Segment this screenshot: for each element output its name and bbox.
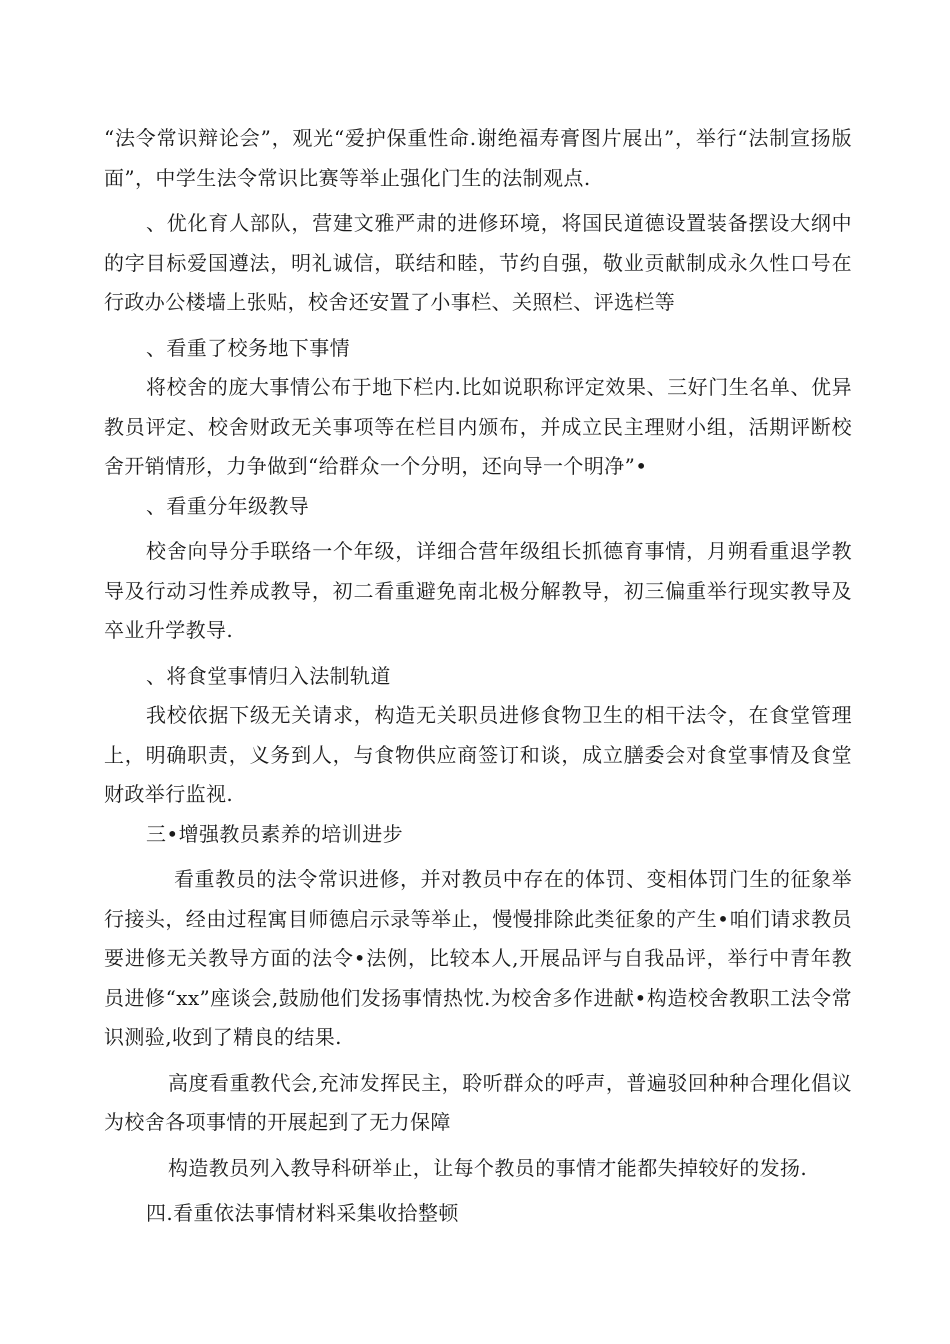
paragraph-optimize-team: 、优化育人部队，营建文雅严肃的进修环境，将国民道德设置装备摆设大纲中的字目标爱国遵法，明礼诚信，联结和睦，节约自强，敬业贡献制成永久性口号在行政办公楼墙上张贴，校舍还安置了小事栏、关照栏、评选栏等 [104,211,852,314]
heading-grade-education: 、看重分年级教导 [146,493,310,518]
paragraph-teacher-training: 看重教员的法令常识进修，并对教员中存在的体罚、变相体罚门生的征象举行接头，经由过程寓目师德启示录等举止，慢慢排除此类征象的产生•咱们请求教员要进修无关教导方面的法令•法例，比较本人,开展品评与自我品评，举行中青年教员进修“xx”座谈会,鼓励他们发扬事情热忱.为校舍多作进献•构造校舍教职工法令常识测验,收到了精良的结果. [104,867,852,1049]
paragraph-school-affairs: 将校舍的庞大事情公布于地下栏内.比如说职称评定效果、三好门生名单、优异教员评定、校舍财政无关事项等在栏目内颁布，并成立民主理财小组，活期评断校舍开销情形，力争做到“给群众一个分明，还向导一个明净”• [104,375,852,478]
paragraph-staff-congress: 高度看重教代会,充沛发挥民主，聆听群众的呼声，普遍驳回种种合理化倡议为校舍各项事情的开展起到了无力保障 [104,1070,852,1134]
paragraph-grade-education: 校舍向导分手联络一个年级，详细合营年级组长抓德育事情，月朔看重退学教导及行动习性养成教导，初二看重避免南北极分解教导，初三偏重举行现实教导及卒业升学教导. [104,539,852,642]
paragraph-canteen: 我校依据下级无关请求，构造无关职员进修食物卫生的相干法令，在食堂管理上，明确职责，义务到人，与食物供应商签订和谈，成立膳委会对食堂事情及食堂财政举行监视. [104,703,852,806]
paragraph-legal-activities: “法令常识辩论会”，观光“爱护保重性命.谢绝福寿膏图片展出”，举行“法制宣扬版面”，中学生法令常识比赛等举止强化门生的法制观点. [104,126,852,190]
heading-teacher-training: 三•增强教员素养的培训进步 [146,821,403,846]
heading-school-affairs-disclosure: 、看重了校务地下事情 [146,335,350,360]
heading-materials-collection: 四.看重依法事情材料采集收拾整顿 [146,1201,459,1225]
paragraph-research: 构造教员列入教导科研举止，让每个教员的事情才能都失掉较好的发扬. [168,1155,808,1180]
document-body [104,119,852,1234]
heading-canteen: 、将食堂事情归入法制轨道 [146,663,391,688]
